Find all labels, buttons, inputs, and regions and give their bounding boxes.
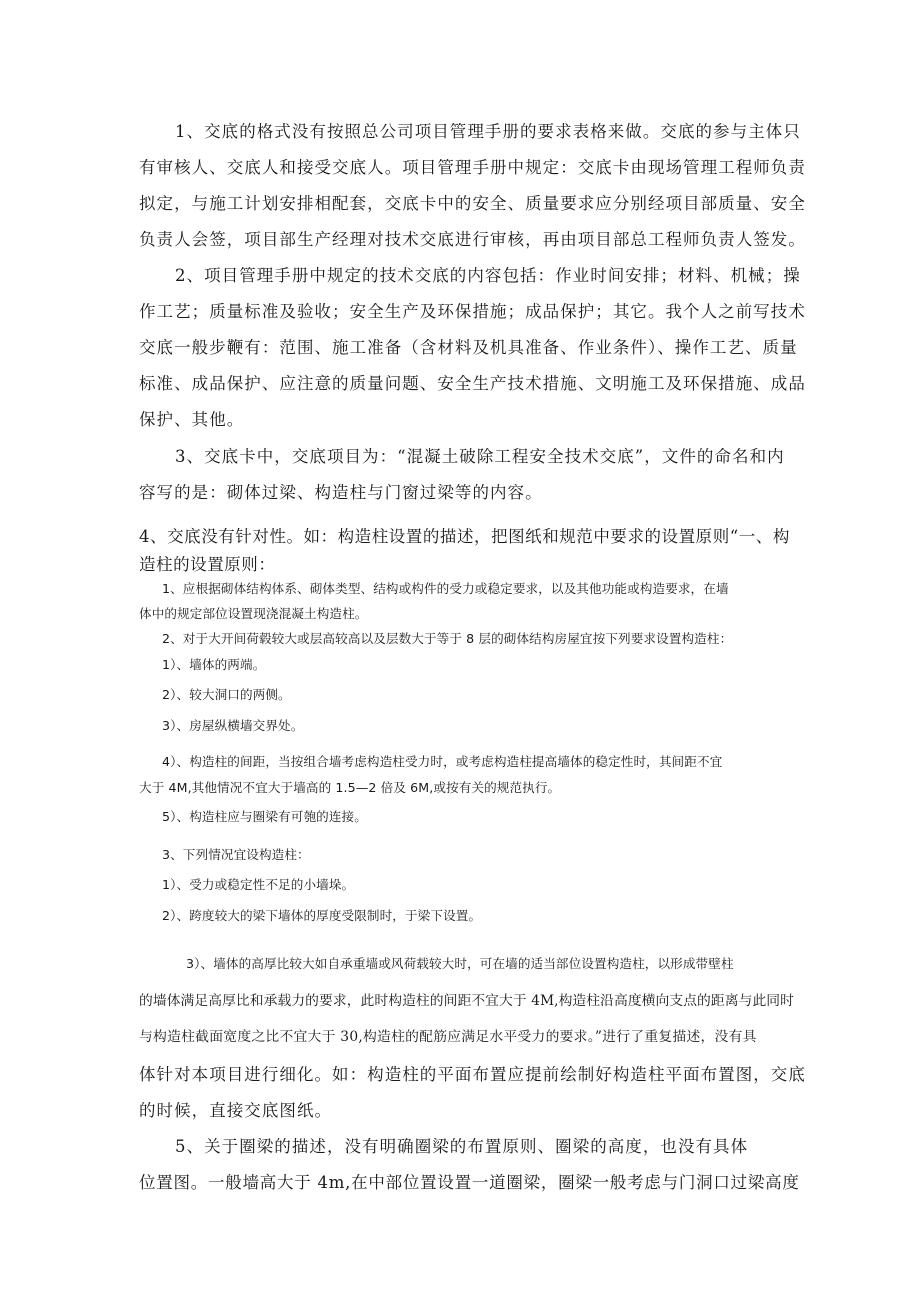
quote-line-12: 2）、跨度较大的梁下墙体的厚度受限制时，于梁下设置。 [162, 908, 482, 923]
quote-line-3: 2、对于大开间荷毂较大或层高较高以及层数大于等于 8 层的砌体结构房屋宜按下列要求设置构造柱： [162, 631, 733, 646]
quote-line-9: 5）、构造柱应与圈梁有可匏的连接。 [162, 809, 367, 824]
quote-line-5: 2）、较大洞口的两侧。 [162, 687, 291, 702]
paragraph-5-line-1: 5、关于圈梁的描述，没有明确圈梁的布置原则、圈梁的高度，也没有具体 [175, 1137, 749, 1156]
paragraph-2-line-3: 交底一般步鞭有：范围、施工准备（含材料及机具准备、作业条件）、操作工艺、质量 [139, 338, 798, 357]
paragraph-3-line-2: 容写的是：砌体过梁、构造柱与门窗过梁等的内容。 [139, 483, 543, 502]
quote-line-4: 1）、墙体的两端。 [162, 657, 266, 672]
mixed-line-1: 的墙体满足高厚比和承载力的要求，此时构造柱的间距不宜大于 4M,构造柱沿高度横向支点的距离与此同时 [139, 993, 794, 1009]
paragraph-4-line-2: 造柱的设置原则： [139, 555, 276, 574]
quote-line-6: 3）、房屋纵横墙交界处。 [162, 718, 304, 733]
paragraph-4-line-1: 4、交底没有针对性。如：构造柱设置的描述，把图纸和规范中要求的设置原则“一、构 [139, 527, 790, 546]
quote-line-10: 3、下列情况宜设构造柱： [162, 847, 310, 862]
quote-line-13: 3）、墙体的高厚比较大如自承重墙或风荷载较大时，可在墙的适当部位设置构造柱，以形成带壁柱 [186, 956, 734, 971]
quote-line-2: 体中的规定部位设置现浇混凝土构造柱。 [139, 606, 368, 621]
quote-line-8: 大于 4M,其他情况不宜大于墙高的 1.5—2 倍及 6M,或按有关的规范执行。 [139, 780, 561, 795]
paragraph-1-line-4: 负责人会签，项目部生产经理对技术交底进行审核，再由项目部总工程师负责人签发。 [139, 230, 806, 249]
paragraph-2-line-4: 标准、成品保护、应注意的质量问题、安全生产技术措施、文明施工及环保措施、成品 [139, 374, 806, 393]
paragraph-4-tail-line-1: 体针对本项目进行细化。如：构造柱的平面布置应提前绘制好构造柱平面布置图，交底 [139, 1065, 806, 1084]
paragraph-4-tail-line-2: 的时候，直接交底图纸。 [139, 1101, 333, 1120]
paragraph-2-line-2: 作工艺；质量标准及验收；安全生产及环保措施；成品保护；其它。我个人之前写技术 [139, 302, 806, 321]
paragraph-1-line-1: 1、交底的格式没有按照总公司项目管理手册的要求表格来做。交底的参与主体只 [175, 122, 801, 141]
paragraph-3-line-1: 3、交底卡中，交底项目为：“混凝土破除工程安全技术交底”，文件的命名和内 [175, 447, 785, 466]
quote-line-1: 1、应根据砌体结构体系、砌体类型、结构或构件的受力或稳定要求，以及其他功能或构造要求，在墙 [162, 581, 729, 596]
paragraph-2-line-5: 保护、其他。 [139, 410, 245, 429]
paragraph-1-line-3: 拟定，与施工计划安排相配套，交底卡中的安全、质量要求应分别经项目部质量、安全 [139, 194, 806, 213]
paragraph-5-line-2: 位置图。一般墙高大于 4m,在中部位置设置一道圈梁，圈梁一般考虑与门洞口过梁高度 [139, 1173, 800, 1192]
paragraph-2-line-1: 2、项目管理手册中规定的技术交底的内容包括：作业时间安排；材料、机械；操 [175, 266, 801, 285]
mixed-line-2: 与构造柱截面宽度之比不宜大于 30,构造柱的配筋应满足水平受力的要求。”进行了重复描述，没有具 [139, 1029, 757, 1045]
quote-line-11: 1）、受力或稳定性不足的小墙垛。 [162, 877, 355, 892]
paragraph-1-line-2: 有审核人、交底人和接受交底人。项目管理手册中规定：交底卡由现场管理工程师负责 [139, 158, 806, 177]
quote-line-7: 4）、构造柱的间距，当按组合墙考虑构造柱受力时，或考虑构造柱提高墙体的稳定性时，其间距不宜 [162, 754, 723, 769]
